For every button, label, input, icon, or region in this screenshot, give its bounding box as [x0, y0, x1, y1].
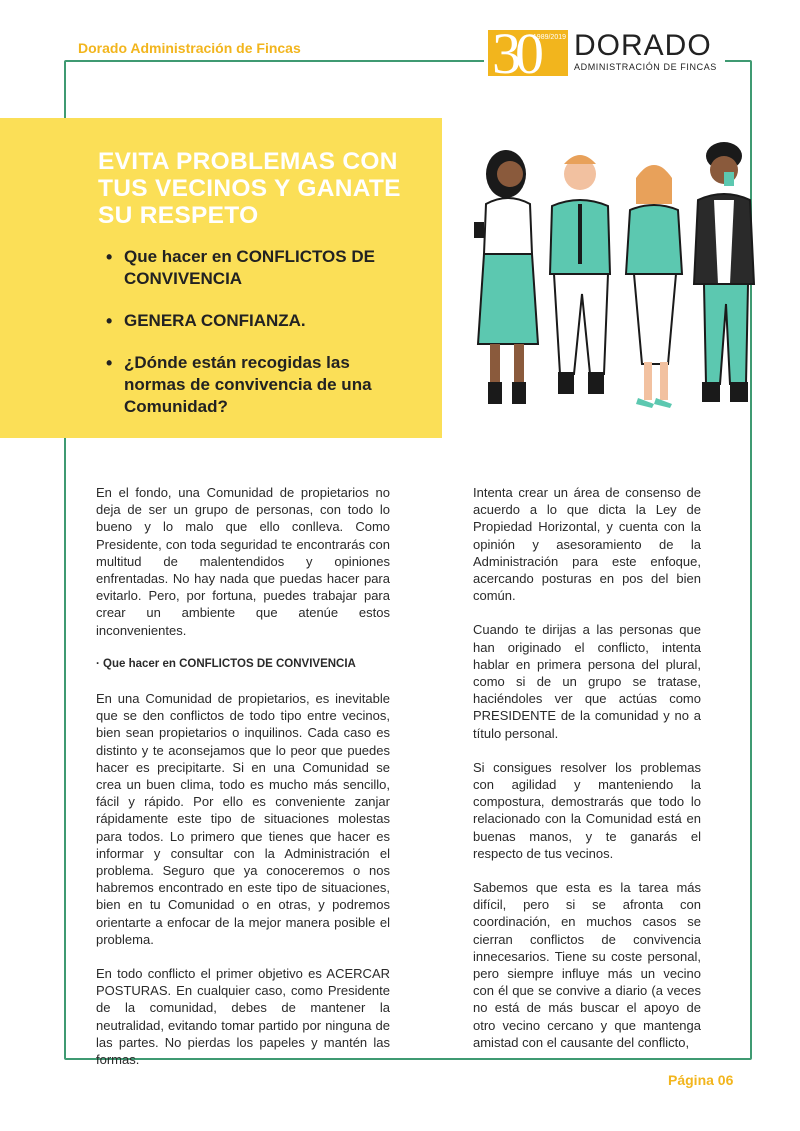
left-column	[96, 484, 390, 1085]
paragraph: Si consigues resolver los problemas con agilidad y manteniendo la compostura, demostrarás que todo lo relacionado con la Comunidad está en buenas manos, y te ganarás el respecto de tus vecinos.	[473, 759, 701, 861]
paragraph: Intenta crear un área de consenso de acuerdo a lo que dicta la Ley de Propiedad Horizontal, y cuenta con la opinión y asesoramiento de la Administración para este enfoque, acercando posturas en pos del bien común.	[473, 485, 701, 604]
hero-bullet: • ¿Dónde están recogidas las normas de convivencia de una Comunidad?	[104, 352, 404, 418]
hero-bullet: • GENERA CONFIANZA.	[104, 310, 404, 332]
section-subheading: · Que hacer en CONFLICTOS DE CONVIVENCIA	[96, 657, 356, 670]
hero-bullet: • Que hacer en CONFLICTOS DE CONVIVENCIA	[104, 246, 404, 290]
paragraph: Sabemos que esta es la tarea más difícil, pero si se afronta con coordinación, en muchos casos se cierran conflictos de convivencia innecesarios. Tiene su coste personal, pero siempre influye más un vecino con él que se convive a diario (a veces no está de más buscar el apoyo de otro vecino cercano y que mantenga amistad con el causante del conflicto,	[473, 880, 701, 1050]
person-1	[474, 150, 538, 404]
people-group-illustration	[458, 134, 758, 416]
person-2	[550, 155, 610, 394]
logo-mark	[488, 21, 568, 86]
hero-bullet-list	[104, 246, 404, 438]
paragraph: En todo conflicto el primer objetivo es ACERCAR POSTURAS. En cualquier caso, como Presidente de la comunidad, debes de mantener la neutralidad, evitando tomar partido por ninguna de las partes. No pierdas los papeles y mantén las formas.	[96, 966, 390, 1068]
right-column	[473, 484, 701, 1068]
logo	[484, 21, 725, 86]
logo-text	[574, 30, 717, 72]
logo-years: 1989/2019	[532, 34, 566, 41]
header-title: Dorado Administración de Fincas	[78, 40, 301, 56]
hero-banner	[0, 118, 442, 438]
page-number: Página 06	[668, 1072, 734, 1088]
paragraph: En una Comunidad de propietarios, es inevitable que se den conflictos de todo tipo entre vecinos, bien sean propietarios o inquilinos. Cada caso es distinto y te aconsejamos que lo peor que puedes hacer es precipitarte. Si en una Comunidad se crea un buen clima, todo es mucho más sencillo, fácil y rápido. Por ello es conveniente zanjar rápidamente este tipo de situaciones molestas para todos. Lo primero que tienes que hacer es informar y consultar con la Administración el problema. Seguro que ya conoceremos o nos habremos encontrado en este tipo de situaciones, bien en tu Comunidad o en otras, y podremos orientarte a enfocar de la mejor manera posible el problema.	[96, 691, 390, 947]
logo-name: DORADO	[574, 29, 712, 62]
paragraph: En el fondo, una Comunidad de propietarios no deja de ser un grupo de personas, con todo lo bueno y lo malo que ello conlleva. Como Presidente, con toda seguridad te encontrarás con multitud de malentendidos y opiniones enfrentadas. No hay nada que puedas hacer para evitarlo. Pero, por fortuna, puedes trabajar para crear un ambiente que atenúe estos inconvenientes.	[96, 485, 390, 638]
logo-number: 30	[492, 21, 538, 86]
logo-subtitle: ADMINISTRACIÓN DE FINCAS	[574, 62, 717, 72]
person-4	[694, 142, 754, 402]
hero-title: EVITA PROBLEMAS CON TUS VECINOS Y GANATE SU RESPETO	[98, 148, 401, 229]
person-3	[626, 165, 682, 408]
paragraph: Cuando te dirijas a las personas que han originado el conflicto, intenta hablar en primera persona del plural, como si de un grupo se tratase, haciéndoles ver que actúas como PRESIDENTE de la comunidad y no a título personal.	[473, 622, 701, 741]
